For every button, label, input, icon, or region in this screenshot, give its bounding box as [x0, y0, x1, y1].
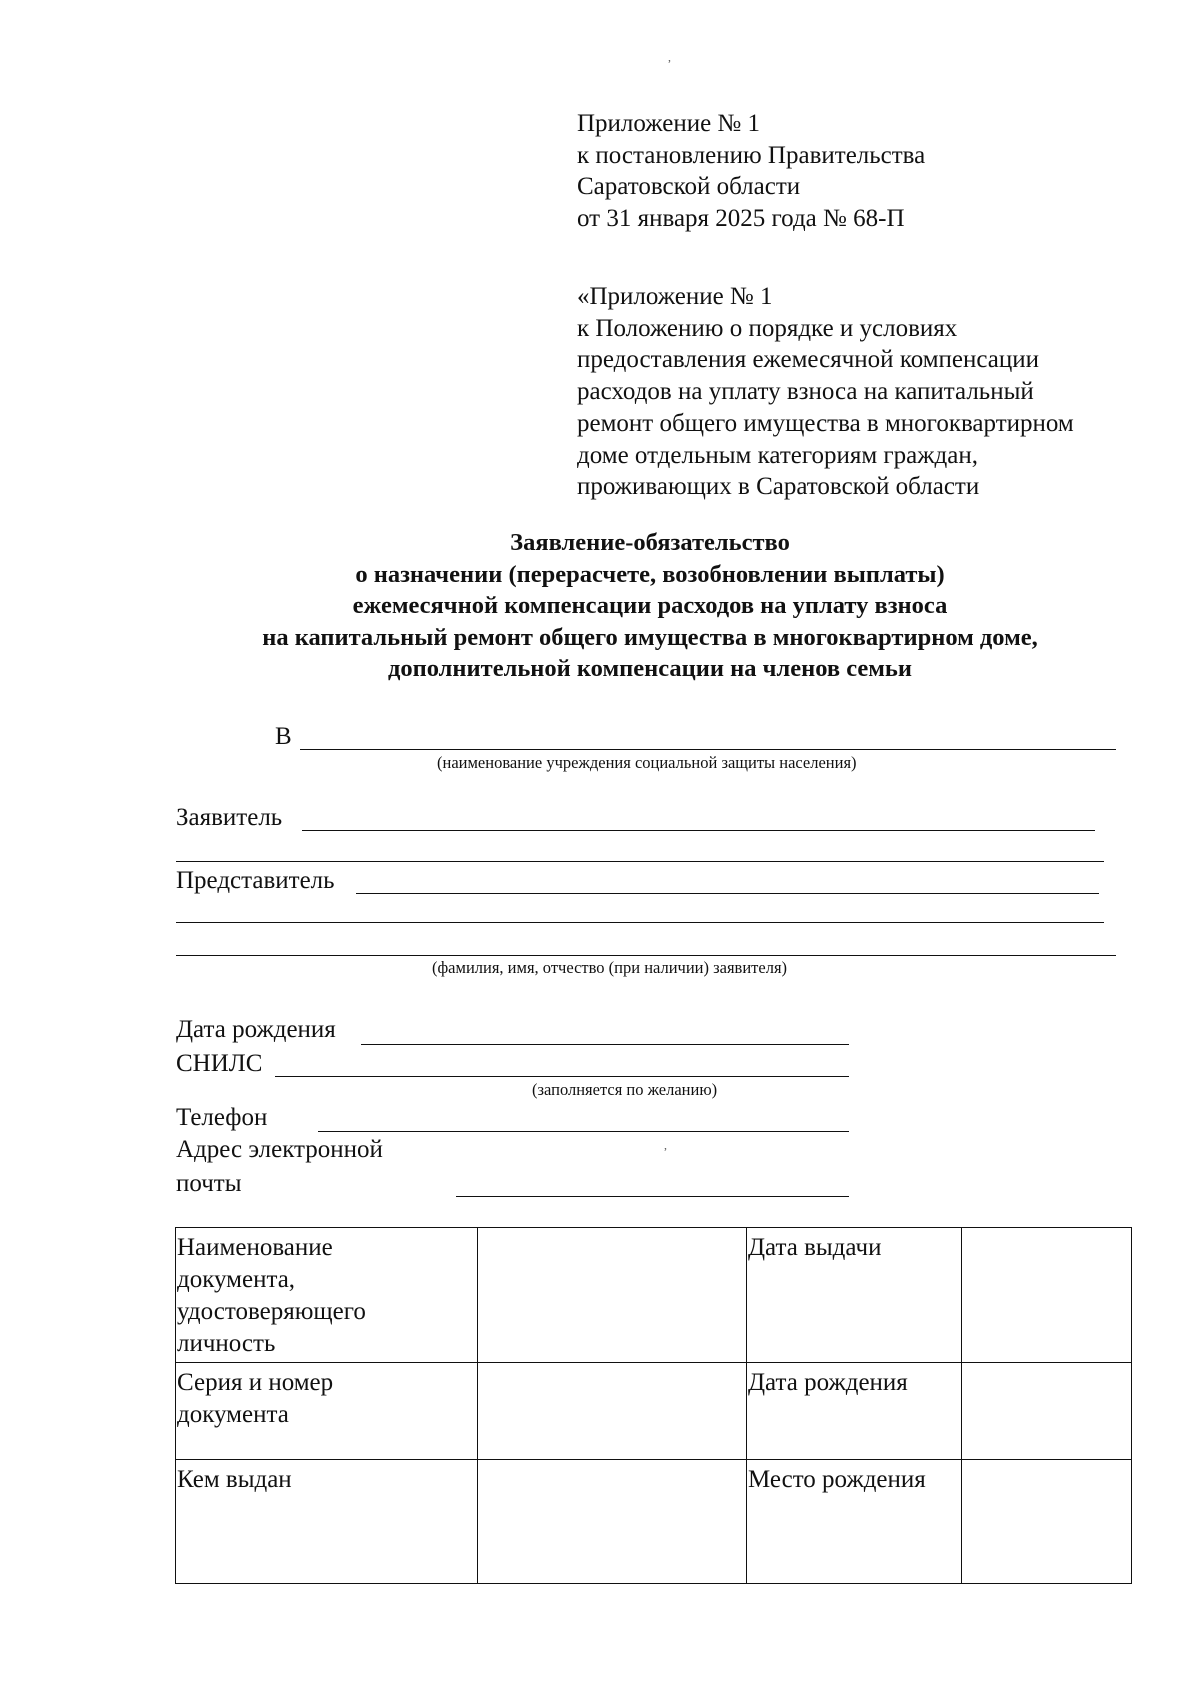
applicant-label: Заявитель: [176, 804, 283, 831]
approval-line: к постановлению Правительства: [577, 141, 926, 169]
regulation-line: предоставления ежемесячной компенсации: [577, 346, 1040, 374]
series-number-label-line: Серия и номер: [177, 1369, 334, 1396]
table-row: [176, 1228, 1132, 1363]
doc-name-label-cell: [176, 1228, 478, 1363]
series-number-label-line: документа: [177, 1401, 289, 1428]
birth-date-table-label-cell: Дата рождения: [747, 1363, 962, 1460]
doc-name-value-cell[interactable]: [478, 1228, 747, 1363]
institution-hint: (наименование учреждения социальной защиты населения): [437, 753, 857, 772]
phone-field[interactable]: [318, 1131, 849, 1132]
title-line: ежемесячной компенсации расходов на уплату взноса: [352, 592, 948, 619]
birth-place-value-cell[interactable]: [962, 1460, 1132, 1584]
regulation-line: расходов на уплату взноса на капитальный: [577, 378, 1034, 406]
snils-field[interactable]: [275, 1076, 849, 1077]
regulation-line: к Положению о порядке и условиях: [577, 314, 958, 342]
doc-name-label-line: удостоверяющего: [177, 1298, 366, 1325]
phone-label: Телефон: [176, 1104, 268, 1131]
title-line: о назначении (перерасчете, возобновлении выплаты): [355, 560, 945, 588]
representative-field-line3[interactable]: [176, 955, 1116, 956]
representative-field-line2[interactable]: [176, 922, 1104, 923]
issue-date-label-cell: Дата выдачи: [747, 1228, 962, 1363]
doc-name-label-line: Наименование: [177, 1234, 333, 1261]
representative-label: Представитель: [176, 867, 335, 894]
representative-field[interactable]: [356, 893, 1099, 894]
table-row: [176, 1460, 1132, 1584]
applicant-field-line2[interactable]: [176, 861, 1104, 862]
approval-line: Приложение № 1: [577, 110, 761, 137]
title-line: Заявление-обязательство: [510, 529, 790, 556]
series-number-label-cell: [176, 1363, 478, 1460]
birth-date-label: Дата рождения: [176, 1016, 336, 1043]
optional-hint: (заполняется по желанию): [532, 1080, 718, 1099]
scan-mark: ,: [664, 1138, 667, 1152]
approval-line: от 31 января 2025 года № 68-П: [577, 205, 905, 233]
regulation-line: доме отдельным категориям граждан,: [577, 441, 979, 469]
regulation-line: «Приложение № 1: [577, 283, 773, 310]
series-number-value-cell[interactable]: [478, 1363, 747, 1460]
scan-mark: ,: [668, 50, 671, 64]
snils-label: СНИЛС: [176, 1050, 263, 1077]
name-hint: (фамилия, имя, отчество (при наличии) заявителя): [432, 958, 788, 977]
birth-date-value-cell[interactable]: [962, 1363, 1132, 1460]
title-line: на капитальный ремонт общего имущества в многоквартирном доме,: [262, 623, 1038, 651]
doc-name-label-line: документа,: [177, 1266, 296, 1293]
birth-date-field[interactable]: [361, 1044, 849, 1045]
approval-line: Саратовской области: [577, 173, 801, 201]
email-label-line1: Адрес электронной: [176, 1136, 383, 1163]
approval-block: [577, 108, 925, 235]
doc-name-label-line: личность: [177, 1330, 276, 1357]
birth-place-label-cell: Место рождения: [747, 1460, 962, 1584]
document-title: [0, 527, 1200, 685]
identity-document-table: [175, 1227, 1132, 1584]
issued-by-value-cell[interactable]: [478, 1460, 747, 1584]
applicant-field[interactable]: [302, 830, 1095, 831]
email-field[interactable]: [456, 1196, 849, 1197]
institution-field[interactable]: [300, 749, 1116, 750]
issue-date-value-cell[interactable]: [962, 1228, 1132, 1363]
regulation-block: [577, 281, 1074, 503]
issued-by-label-cell: Кем выдан: [176, 1460, 478, 1584]
email-label-line2: почты: [176, 1170, 242, 1197]
to-label: В: [275, 723, 292, 750]
table-row: [176, 1363, 1132, 1460]
regulation-line: ремонт общего имущества в многоквартирном: [577, 409, 1074, 437]
regulation-line: проживающих в Саратовской области: [577, 473, 980, 501]
title-line: дополнительной компенсации на членов семьи: [388, 655, 912, 682]
